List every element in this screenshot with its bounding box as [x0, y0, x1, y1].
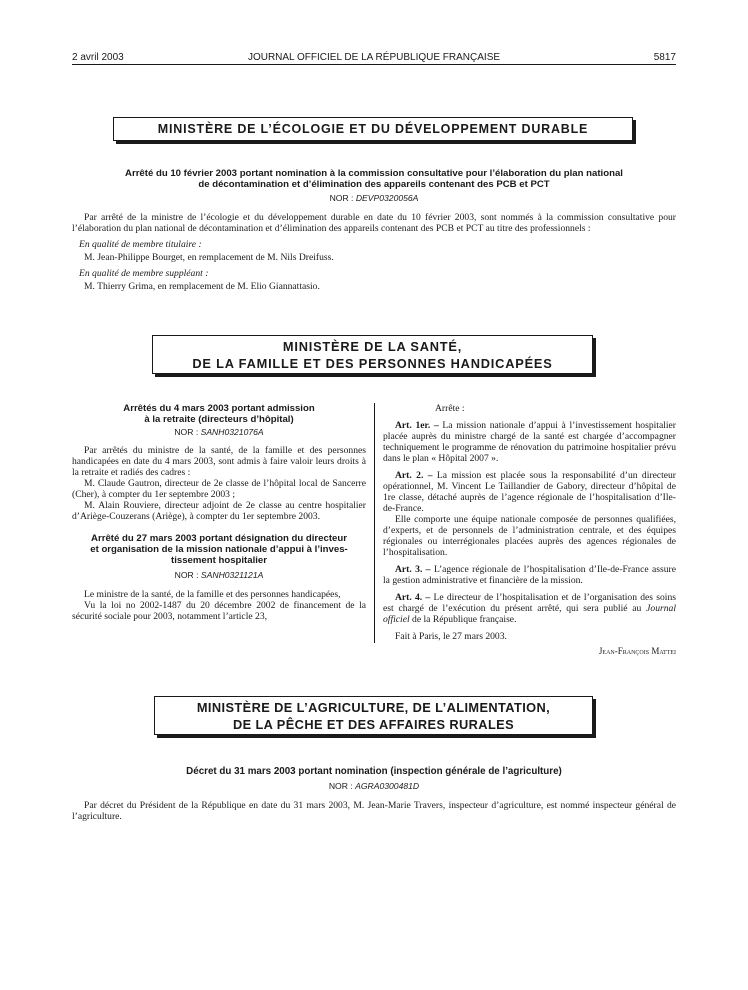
agriculture-body: [72, 800, 676, 822]
decree-title-ecologie: [72, 168, 676, 190]
article-4-label: Art. 4. –: [395, 592, 431, 603]
ministry-box-ecologie: [113, 117, 633, 141]
article-4-text-end: de la République française.: [412, 614, 517, 625]
ministry-title-sante-line1: MINISTÈRE DE LA SANTÉ,: [282, 339, 463, 354]
retraite-item-gautron: M. Claude Gautron, directeur de 2e classe de l’hôpital local de Sancerre (Cher), à compter du 1er septembre 2003 ;: [72, 478, 366, 500]
nor-label: NOR :: [328, 781, 353, 791]
mission-minister: Le ministre de la santé, de la famille et des personnes handicapées,: [84, 589, 341, 600]
ecologie-body: [72, 212, 676, 292]
article-2-label: Art. 2. –: [395, 470, 433, 481]
ministry-box-sante: [152, 335, 593, 374]
decree-title-mission-line1: Arrêté du 27 mars 2003 portant désignation du directeur: [91, 533, 347, 544]
ecologie-suppleant: M. Thierry Grima, en remplacement de M. Elio Giannattasio.: [84, 281, 320, 292]
fait-a-paris: Fait à Paris, le 27 mars 2003.: [395, 631, 507, 642]
article-2-paragraph-2: Elle comporte une équipe nationale composée de personnes qualifiées, d’experts, et de personnels de l’administration centrale, et des équipes régionales ou interrégionales placées auprès des agences régionales de l’hospitalisation.: [383, 514, 676, 558]
ministry-title-ecologie: MINISTÈRE DE L’ÉCOLOGIE ET DU DÉVELOPPEMENT DURABLE: [157, 122, 589, 136]
article-4-text: Le directeur de l’hospitalisation et de l’organisation des soins est chargé de l’exécution du présent arrêté, qui sera publié au: [383, 592, 676, 614]
nor-agriculture: [72, 781, 676, 791]
retraite-intro: Par arrêtés du ministre de la santé, de la famille et des personnes handicapées en date du 4 mars 2003, sont admis à faire valoir leurs droits à la retraite et radiés des cadres :: [72, 445, 366, 478]
decree-title-ecologie-line2: de décontamination et d’élimination des appareils contenant des PCB et PCT: [198, 179, 550, 190]
nor-code: SANH0321076A: [200, 427, 264, 437]
arrete-label: Arrête :: [435, 403, 465, 414]
ministry-box-agriculture: [154, 696, 593, 735]
ministry-title-agriculture-line2: DE LA PÊCHE ET DES AFFAIRES RURALES: [232, 717, 515, 732]
article-3-label: Art. 3. –: [395, 564, 431, 575]
decree-title-retraite: [72, 403, 366, 425]
article-3-text: L’agence régionale de l’hospitalisation d’Ile-de-France assure la gestion administrative et financière de la mission.: [383, 564, 676, 586]
retraite-body: [72, 445, 366, 522]
decree-title-mission-line3: tissement hospitalier: [171, 555, 267, 566]
nor-code: AGRA0300481D: [355, 781, 420, 791]
decree-title-retraite-line2: à la retraite (directeurs d’hôpital): [144, 414, 294, 425]
article-3: [383, 564, 676, 586]
agriculture-text: Par décret du Président de la République en date du 31 mars 2003, M. Jean-Marie Travers, inspecteur d’agriculture, est nommé inspecteur général de l’agriculture.: [72, 800, 676, 822]
nor-ecologie: [72, 193, 676, 203]
nor-retraite: [72, 427, 366, 437]
nor-code: SANH0321121A: [200, 570, 264, 580]
ecologie-suppleant-label: En qualité de membre suppléant :: [79, 268, 209, 279]
header-date: 2 avril 2003: [72, 52, 124, 63]
retraite-item-rouviere: M. Alain Rouviere, directeur adjoint de 2e classe au centre hospitalier d’Ariège-Couzerans (Ariège), à compter du 1er septembre 2003.: [72, 500, 366, 522]
header-page-number: 5817: [653, 52, 676, 63]
mission-vu-loi: Vu la loi no 2002-1487 du 20 décembre 2002 de financement de la sécurité sociale pour 2003, notamment l’article 23,: [72, 600, 366, 622]
nor-label: NOR :: [174, 570, 199, 580]
article-2: [383, 470, 676, 514]
article-4: [383, 592, 676, 625]
nor-label: NOR :: [174, 427, 199, 437]
header-rule: [72, 64, 676, 65]
ministry-title-sante-line2: DE LA FAMILLE ET DES PERSONNES HANDICAPÉES: [192, 356, 553, 371]
decree-title-mission: [72, 533, 366, 566]
signature: Jean-François Mattei: [598, 646, 676, 656]
mission-preamble: [72, 589, 366, 622]
article-1-text: La mission nationale d’appui à l’investissement hospitalier placée auprès du ministre chargé de la santé est chargée d’accompagner techniquement le programme de rénovation du patrimoine hospitalier prévu dans le plan « Hôpital 2007 ».: [383, 420, 676, 464]
nor-code: DEVP0320056A: [355, 193, 419, 203]
column-right: [383, 403, 676, 657]
header-journal-title: JOURNAL OFFICIEL DE LA RÉPUBLIQUE FRANÇAISE: [247, 52, 501, 63]
journal-officiel-ref: Journal officiel: [383, 603, 676, 625]
nor-label: NOR :: [329, 193, 354, 203]
ecologie-titulaire: M. Jean-Philippe Bourget, en remplacement de M. Nils Dreifuss.: [84, 252, 334, 263]
ecologie-titulaire-label: En qualité de membre titulaire :: [79, 239, 202, 250]
decree-title-agriculture: Décret du 31 mars 2003 portant nomination (inspection générale de l’agriculture): [186, 766, 562, 777]
article-1: [383, 420, 676, 464]
decree-title-retraite-line1: Arrêtés du 4 mars 2003 portant admission: [123, 403, 315, 414]
ministry-title-agriculture-line1: MINISTÈRE DE L’AGRICULTURE, DE L’ALIMENTATION,: [196, 700, 551, 715]
ecologie-intro: Par arrêté de la ministre de l’écologie et du développement durable en date du 10 février 2003, sont nommés à la commission consultative pour l’élaboration du plan national de décontamination et d’élimination des appareils contenant des PCB et PCT au titre des professionnels :: [72, 212, 676, 234]
decree-title-ecologie-line1: Arrêté du 10 février 2003 portant nomination à la commission consultative pour l’élaboration du plan national: [125, 168, 623, 179]
column-left: [72, 403, 366, 622]
nor-mission: [72, 570, 366, 580]
column-separator: [374, 403, 375, 643]
article-1-label: Art. 1er. –: [395, 420, 439, 431]
article-2-text: La mission est placée sous la responsabilité d’un directeur opérationnel, M. Vincent Le Taillandier de Gabory, directeur d’hôpital de 1re classe, détaché auprès de l’agence régionale de l’hospitalisation d’Ile-de-France.: [383, 470, 676, 514]
decree-title-mission-line2: et organisation de la mission nationale d’appui à l’inves-: [90, 544, 348, 555]
